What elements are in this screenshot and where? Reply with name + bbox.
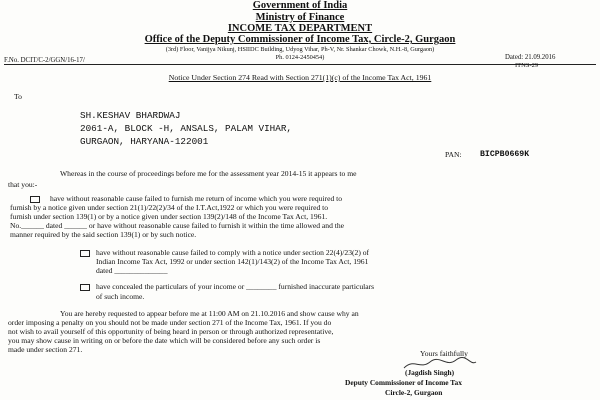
form-code: ITNS-29 [515,62,539,69]
clause1-line-2: furnish by a notice given under section 21(1)/22(2)/34 of the I.T.Act,1922 or which you were required to [10,203,329,212]
addressee-address-line2: GURGAON, HARYANA-122001 [80,136,209,147]
clause1-line-5: manner required by the said section 139(1) or by such notice. [10,230,197,239]
body-line-5: made under section 271. [8,345,83,354]
file-number: F.No. DCIT/C-2/GGN/16-17/ [4,57,85,64]
intro-line-1: Whereas in the course of proceedings before me for the assessment year 2014-15 it appears to me [60,169,357,178]
pan-number: BICPB0669K [480,150,530,159]
header-department: INCOME TAX DEPARTMENT [227,23,373,34]
closing-text: Yours faithfully [420,349,468,358]
body-line-2: order imposing a penalty on you should not be made under section 271 of the Income Tax, 1961. If you do [8,318,332,327]
signer-name: (Jagdish Singh) [405,368,455,377]
intro-line-2: that you:- [8,180,38,189]
clause1-checkbox [30,196,40,203]
to-label: To [14,92,22,101]
notice-subject: Notice Under Section 274 Read with Section 271(1)(c) of the Income Tax Act, 1961 [168,73,432,82]
clause1-line-1: have without reasonable cause failed to furnish me return of income which you were required to [50,194,343,203]
clause2-checkbox [80,250,90,257]
body-line-4: you may show cause in writing on or before the date which will be considered before any such order is [8,336,321,345]
addressee-address-line1: 2061-A, BLOCK -H, ANSALS, PALAM VIHAR, [80,123,293,134]
clause3-line-2: of such income. [96,292,145,301]
clause1-line-4: No.______ dated ______ or have without reasonable cause failed to furnish it within the time allowed and the [10,221,345,230]
header-office: Office of the Deputy Commissioner of Income Tax, Circle-2, Gurgaon [144,34,456,45]
clause3-line-1: have concealed the particulars of your income or ________ furnished inaccurate particulars [96,282,375,291]
body-line-1: You are hereby requested to appear before me at 11:00 AM on 21.10.2016 and show cause why an [60,309,359,318]
header-divider [4,64,596,65]
clause2-line-2: Indian Income Tax Act, 1992 or under section 142(1)/143(2) of the Income Tax Act, 1961 [96,257,369,266]
signer-circle: Circle-2, Gurgaon [385,388,443,397]
pan-label: PAN: [445,150,462,159]
addressee-name: SH.KESHAV BHARDWAJ [80,110,181,121]
header-address: (3rd) Floor, Vanijya Nikunj, HSIIDC Building, Udyog Vihar, Ph-V, Nr. Shankar Chowk, N.H.-8, Gurgaon) [165,46,435,53]
header-ministry: Ministry of Finance [255,12,345,23]
clause3-checkbox [80,284,90,291]
signer-designation: Deputy Commissioner of Income Tax [345,378,462,387]
clause1-line-3: furnish under section 139(1) or by a notice given under section 139(2)/148 of the Income Tax Act, 1961. [10,212,328,221]
body-line-3: not wish to avail yourself of this opportunity of being heard in person or through authorized representative, [8,327,334,336]
header-phone: Ph. 0124-2450454) [275,54,325,61]
header-government: Government of India [252,0,348,11]
clause2-line-3: dated ______________ [96,266,168,275]
clause2-line-1: have without reasonable cause failed to comply with a notice under section 22(4)/23(2) of [96,248,370,257]
notice-date: Dated: 21.09.2016 [505,54,556,61]
